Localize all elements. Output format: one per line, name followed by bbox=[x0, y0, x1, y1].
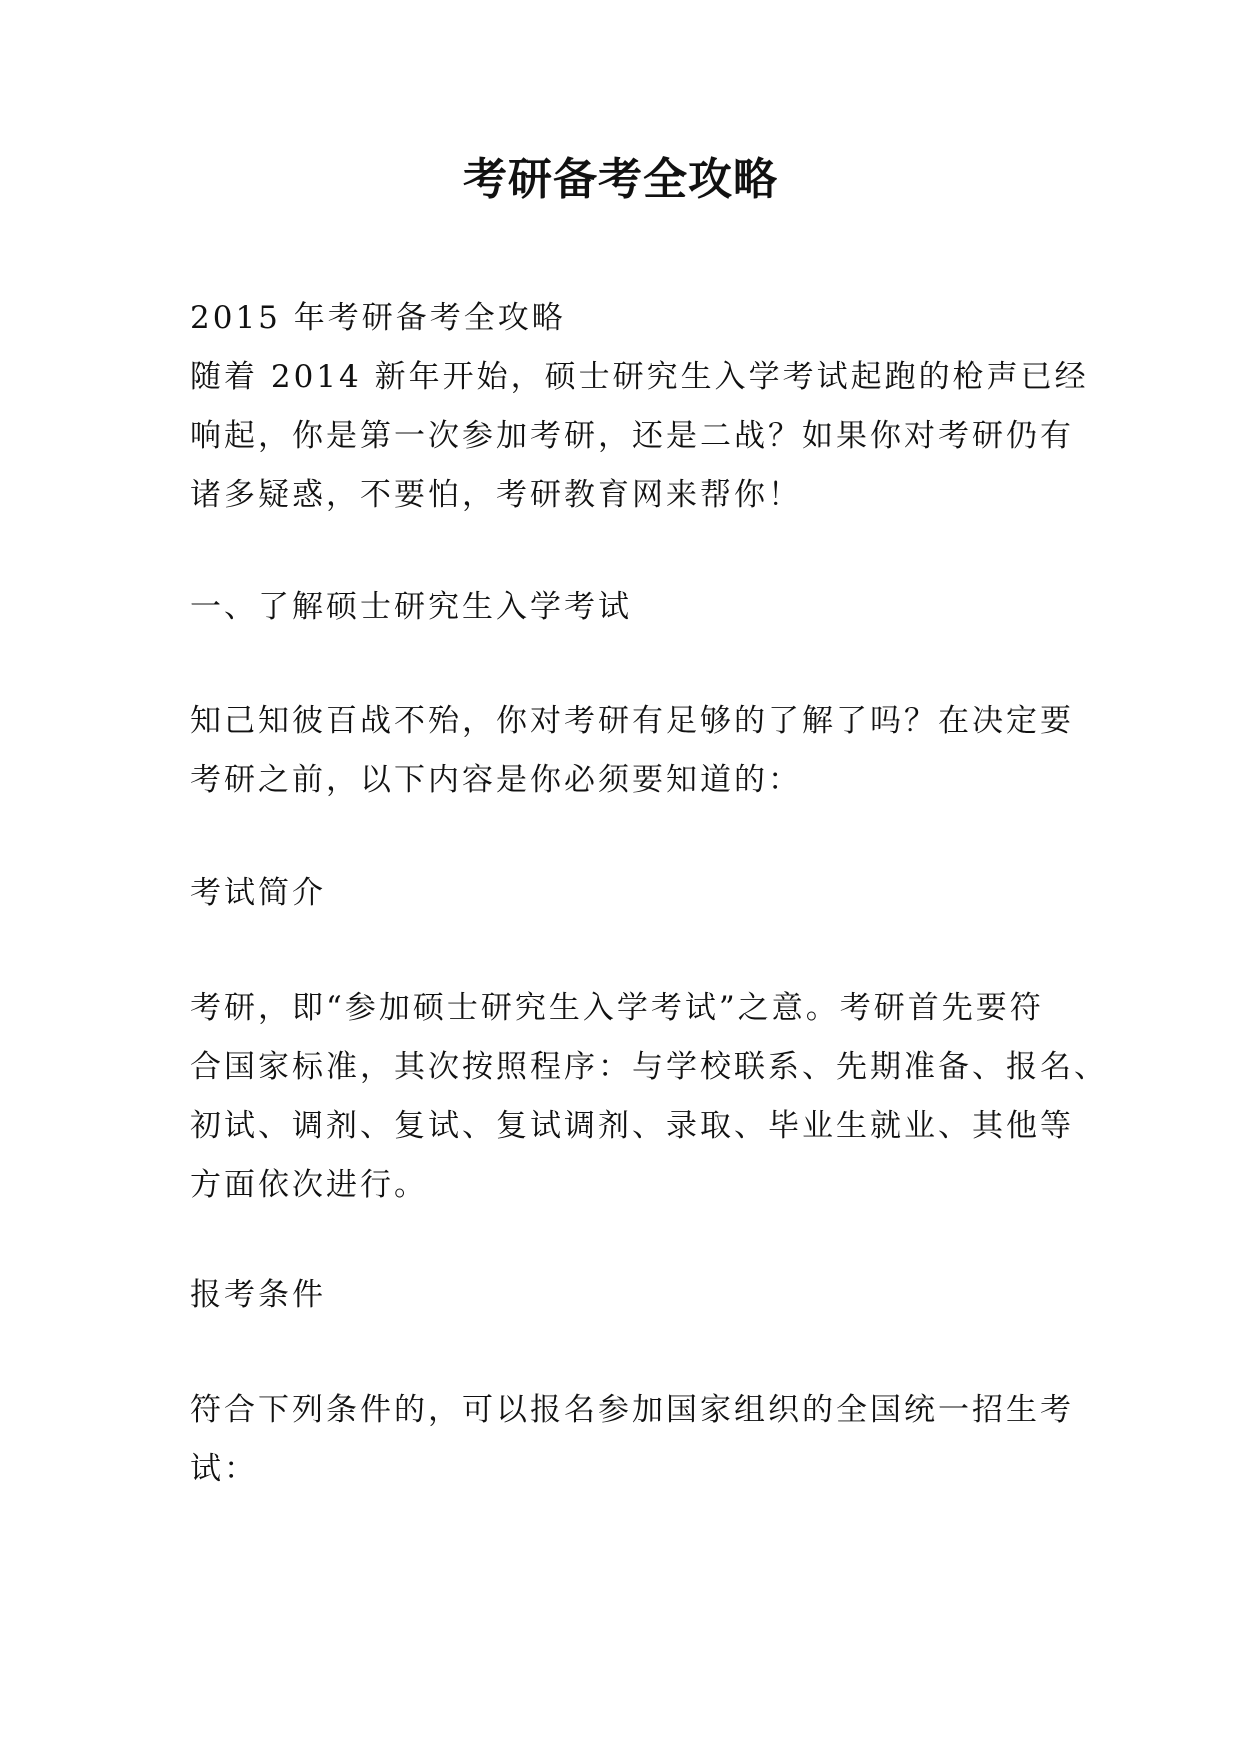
document-subtitle bbox=[190, 289, 1070, 348]
intro-line-3: 诸多疑惑，不要怕，考研教育网来帮你！ bbox=[190, 477, 802, 513]
requirements-heading bbox=[190, 1266, 1070, 1325]
requirements-line-1: 符合下列条件的，可以报名参加国家组织的全国统一招生考 bbox=[190, 1392, 1074, 1428]
exam-intro-line-2: 合国家标准，其次按照程序：与学校联系、先期准备、报名、 bbox=[190, 1049, 1108, 1085]
subtitle-line: 2015 年考研备考全攻略 bbox=[190, 300, 566, 336]
section-1-line-1: 知己知彼百战不殆，你对考研有足够的了解了吗？在决定要 bbox=[190, 703, 1074, 739]
intro-line-2: 响起，你是第一次参加考研，还是二战？如果你对考研仍有 bbox=[190, 418, 1074, 454]
exam-intro-line-3: 初试、调剂、复试、复试调剂、录取、毕业生就业、其他等 bbox=[190, 1108, 1074, 1144]
requirements-line-2: 试： bbox=[190, 1451, 258, 1487]
section-1-heading-text: 一、了解硕士研究生入学考试 bbox=[190, 589, 632, 625]
intro-paragraph bbox=[190, 348, 1089, 525]
exam-intro-heading bbox=[190, 864, 1070, 923]
intro-line-1: 随着 2014 新年开始，硕士研究生入学考试起跑的枪声已经 bbox=[190, 359, 1089, 395]
requirements-paragraph bbox=[190, 1381, 1074, 1499]
section-1-heading bbox=[190, 578, 1070, 637]
exam-intro-line-4: 方面依次进行。 bbox=[190, 1167, 428, 1203]
document-title: 考研备考全攻略 bbox=[463, 154, 778, 205]
exam-intro-line-1: 考研，即“参加硕士研究生入学考试”之意。考研首先要符 bbox=[190, 990, 1044, 1026]
exam-intro-paragraph bbox=[190, 979, 1108, 1215]
requirements-heading-text: 报考条件 bbox=[190, 1277, 326, 1313]
exam-intro-heading-text: 考试简介 bbox=[190, 875, 326, 911]
section-1-paragraph bbox=[190, 692, 1074, 810]
section-1-line-2: 考研之前，以下内容是你必须要知道的： bbox=[190, 762, 802, 798]
